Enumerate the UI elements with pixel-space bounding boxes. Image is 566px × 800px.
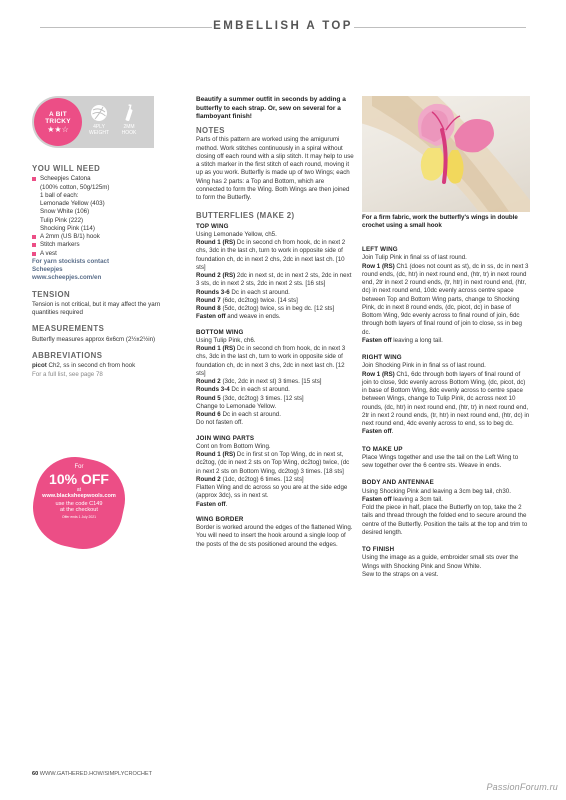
to-finish-heading: TO FINISH xyxy=(362,546,395,553)
yarn-weight-stat xyxy=(84,104,114,137)
pattern-row: Flatten Wing and dc across so you are at the side edge (approx 3dc), ss in next st. xyxy=(196,484,348,500)
top-wing-heading: TOP WING xyxy=(196,222,229,230)
stockists-brand: Scheepjes xyxy=(32,266,63,274)
tension-text: Tension is not critical, but it may affect the yarn quantities required xyxy=(32,300,161,317)
measurements-text: Butterfly measures approx 6x6cm (2½x2½in) xyxy=(32,335,156,343)
pattern-row: Fold the piece in half, place the Butterfly on top, take the 2 tails and thread through the folded end to secure around the centre of the Butterfly. Position the tails at the top and trim to desired length. xyxy=(362,504,528,536)
pattern-row: Round 2 (3dc, 2dc in next st) 3 times. [15 sts] xyxy=(196,378,322,386)
pattern-row: Row 1 (RS) Ch1, 6dc through both layers of final round of join to close, 9dc evenly across Bottom Wing, (dc, picot, dc) in base of Bottom Wing, 8dc evenly across to centre space between Wings, change to Tulip Pink, dc across next 10 rounds, (dc, htr) in next round end, (htr, tr) in next round end, 2tr in next 2 round ends, (tr, htr) in next round end, (htr, dc) in next round end, 4dc evenly across to end, ss to beg dc. xyxy=(362,370,530,427)
abbreviation-term: picot xyxy=(32,362,47,370)
promo-expiry: Offer ends 1 July 2021 xyxy=(61,515,97,520)
pink-bullet-icon xyxy=(32,177,36,181)
left-column xyxy=(32,164,176,379)
list-item: Scheepjes Catona xyxy=(32,175,176,183)
pattern-row: Border is worked around the edges of the flattened Wing. You will need to insert the hook around a single loop of the posts of the dc sts positioned around the edges. xyxy=(196,524,353,548)
pattern-row: Round 1 (RS) Dc in first st on Top Wing, dc in next st, dc2tog, (dc in next 2 sts on Top Wing, dc2tog) twice, (dc in next 2 sts on Bottom Wing, dc2tog) 3 times. [18 sts] xyxy=(196,451,350,475)
body-antennae-heading: BODY AND ANTENNAE xyxy=(362,479,434,487)
butterflies-heading: BUTTERFLIES (MAKE 2) xyxy=(196,211,295,221)
pattern-row: Join Tulip Pink in final ss of last round. xyxy=(362,254,467,262)
list-item: Tulip Pink (222) xyxy=(40,216,84,224)
join-wing-parts-heading: JOIN WING PARTS xyxy=(196,434,255,442)
promo-for: For xyxy=(74,464,84,470)
butterfly-illustration xyxy=(362,96,530,212)
to-finish-text: Using the image as a guide, embroider small sts over the Wings with Shocking Pink and Snow White. xyxy=(362,554,519,570)
discount-badge[interactable] xyxy=(34,458,124,548)
pattern-row: Round 7 (6dc, dc2tog) twice. [14 sts] xyxy=(196,296,298,304)
pattern-row: Change to Lemonade Yellow. xyxy=(196,402,277,410)
list-item: Shocking Pink (114) xyxy=(40,224,95,232)
pattern-row: Using Tulip Pink, ch6. xyxy=(196,336,256,344)
pattern-row: Do not fasten off. xyxy=(196,419,244,427)
photo-caption: For a firm fabric, work the butterfly's wings in double crochet using a small hook xyxy=(362,214,518,230)
crochet-hook-icon xyxy=(120,104,138,122)
stockists-line-1: For yarn stockists contact xyxy=(32,257,110,265)
promo-code-line1: use the code C149 xyxy=(55,500,103,507)
intro-text: Beautify a summer outfit in seconds by adding a butterfly to each strap. Or, sew on several for a flamboyant finish! xyxy=(196,96,346,121)
difficulty-label-1: A BIT xyxy=(49,111,67,118)
stockists-link[interactable]: www.scheepjes.com/en xyxy=(32,274,102,282)
abbreviation-entry xyxy=(32,362,176,370)
pattern-row: Fasten off. xyxy=(196,500,228,508)
promo-code-line2: at the checkout xyxy=(60,507,98,514)
difficulty-label-2: TRICKY xyxy=(45,118,71,126)
page-header xyxy=(40,18,526,36)
join-wing-rows xyxy=(196,443,354,509)
promo-at: at xyxy=(76,486,82,493)
pattern-row: Fasten off. xyxy=(362,428,394,436)
hook-size-value: 2MM xyxy=(123,124,135,130)
list-item: Snow White (106) xyxy=(40,208,90,216)
list-item: A vest xyxy=(32,250,176,258)
list-item: (100% cotton, 50g/125m) xyxy=(40,183,110,191)
pattern-row: Round 8 (5dc, dc2tog) twice, ss in beg dc. [12 sts] xyxy=(196,305,335,313)
pattern-row: Round 1 (RS) Dc in second ch from hook, dc in next 2 chs, 3dc in the last ch, turn to work in opposite side of foundation ch, dc in next 2 chs, 2dc in next last ch. [10 sts] xyxy=(196,239,346,271)
pattern-row: Row 1 (RS) Ch1 (does not count as st), dc in ss, dc in next 3 round ends, (dc, htr) in next round end, (htr, tr) in next round end, 2tr in next 2 round ends, (tr, htr) in next round end, (htr, dc) in next round end, 10dc evenly across centre space between Top and Bottom Wing parts, change to Shocking Pink, dc in next 8 round ends, (dc, picot, dc) in base of Bottom Wing, 9dc evenly across to final round of join, 6dc through both layers of final round of join to close, ss in beg dc. xyxy=(362,262,529,336)
bottom-wing-rows xyxy=(196,337,354,428)
pattern-row: Round 1 (RS) Dc in second ch from hook, dc in next 3 chs, 3dc in the last ch, turn to work in opposite side of foundation ch, dc in next 3 chs, 2dc in next last ch. [12 sts] xyxy=(196,345,346,377)
watermark: PassionForum.ru xyxy=(486,782,558,792)
bottom-wing-heading: BOTTOM WING xyxy=(196,328,244,336)
page-title: EMBELLISH A TOP xyxy=(213,20,353,32)
to-make-up-text: Place Wings together and use the tail on the Left Wing to sew together over the 6 centre sts. Weave in ends. xyxy=(362,453,519,469)
pink-bullet-icon xyxy=(32,235,36,239)
pattern-row: Round 5 (3dc, dc2tog) 3 times. [12 sts] xyxy=(196,394,304,402)
pattern-row: Using Lemonade Yellow, ch5. xyxy=(196,230,277,238)
pink-bullet-icon xyxy=(32,252,36,256)
difficulty-stars: ★★☆ xyxy=(47,125,69,135)
hook-size-label: HOOK xyxy=(121,129,137,136)
left-wing-heading: LEFT WING xyxy=(362,246,398,253)
pattern-row: Round 2 (RS) 2dc in next st, dc in next 2 sts, 2dc in next 3 sts, dc in next 2 sts, 2dc in next 2 sts. [16 sts] xyxy=(196,272,352,288)
page-number: 60 xyxy=(32,771,39,777)
you-will-need-heading: YOU WILL NEED xyxy=(32,164,101,173)
list-item: A 2mm (US B/1) hook xyxy=(32,233,176,241)
pattern-row: Using Shocking Pink and leaving a 3cm beg tail, ch30. xyxy=(362,487,511,495)
pattern-row: Fasten off leaving a 3cm tail. xyxy=(362,495,443,503)
page-footer xyxy=(32,771,152,778)
yarn-weight-value: 4PLY xyxy=(93,124,105,130)
pattern-row: Fasten off and weave in ends. xyxy=(196,313,281,321)
footer-url: WWW.GATHERED.HOW/SIMPLYCROCHET xyxy=(39,771,153,777)
see-page-note: For a full list, see page 78 xyxy=(32,370,103,378)
hook-size-stat xyxy=(114,104,144,137)
yarn-ball-icon xyxy=(90,104,108,122)
yarn-weight-label: WEIGHT xyxy=(89,129,109,136)
top-wing-rows xyxy=(196,231,354,322)
pattern-row: Round 2 (1dc, dc2tog) 6 times. [12 sts] xyxy=(196,475,304,483)
middle-column xyxy=(196,96,354,549)
to-finish-text-2: Sew to the straps on a vest. xyxy=(362,570,439,578)
promo-discount: 10% OFF xyxy=(49,470,109,487)
list-item: 1 ball of each: xyxy=(40,191,79,199)
header-rule-right xyxy=(354,27,526,28)
pattern-row: Join Shocking Pink in in final ss of last round. xyxy=(362,362,486,370)
list-item: Stitch markers xyxy=(32,241,176,249)
wing-border-heading: WING BORDER xyxy=(196,515,244,523)
notes-heading: NOTES xyxy=(196,125,225,135)
to-make-up-heading: TO MAKE UP xyxy=(362,445,403,453)
measurements-heading: MEASUREMENTS xyxy=(32,324,105,334)
right-column xyxy=(362,246,530,579)
materials-list xyxy=(32,175,176,258)
pattern-row: Fasten off leaving a long tail. xyxy=(362,336,443,344)
difficulty-badge xyxy=(34,98,82,146)
tension-heading: TENSION xyxy=(32,289,71,299)
list-item: Lemonade Yellow (403) xyxy=(40,200,105,208)
notes-text: Parts of this pattern are worked using the amigurumi method. Work stitches continuously in a spiral without closing off each round with a slip stitch. It may help to use a stitch marker in the first stitch of each round, moving it up as you work. Butterfly is made up of two Wings; each Wing has 2 parts: a Top and Bottom, which are connected to form the Wing. Both Wings are then joined to form the Butterfly. xyxy=(196,136,354,202)
pattern-row: Rounds 3-4 Dc in each st around. xyxy=(196,386,290,394)
abbreviations-heading: ABBREVIATIONS xyxy=(32,351,103,361)
pink-bullet-icon xyxy=(32,243,36,247)
promo-url[interactable]: www.blacksheepwools.com xyxy=(42,493,116,500)
pattern-row: Cont on from Bottom Wing. xyxy=(196,442,271,450)
butterfly-photo xyxy=(362,96,530,212)
pattern-row: Rounds 3-6 Dc in each st around. xyxy=(196,288,290,296)
right-wing-heading: RIGHT WING xyxy=(362,354,402,361)
abbreviation-definition: Ch2, ss in second ch from hook xyxy=(46,362,136,370)
pattern-row: Round 6 Dc in each st around. xyxy=(196,411,281,419)
